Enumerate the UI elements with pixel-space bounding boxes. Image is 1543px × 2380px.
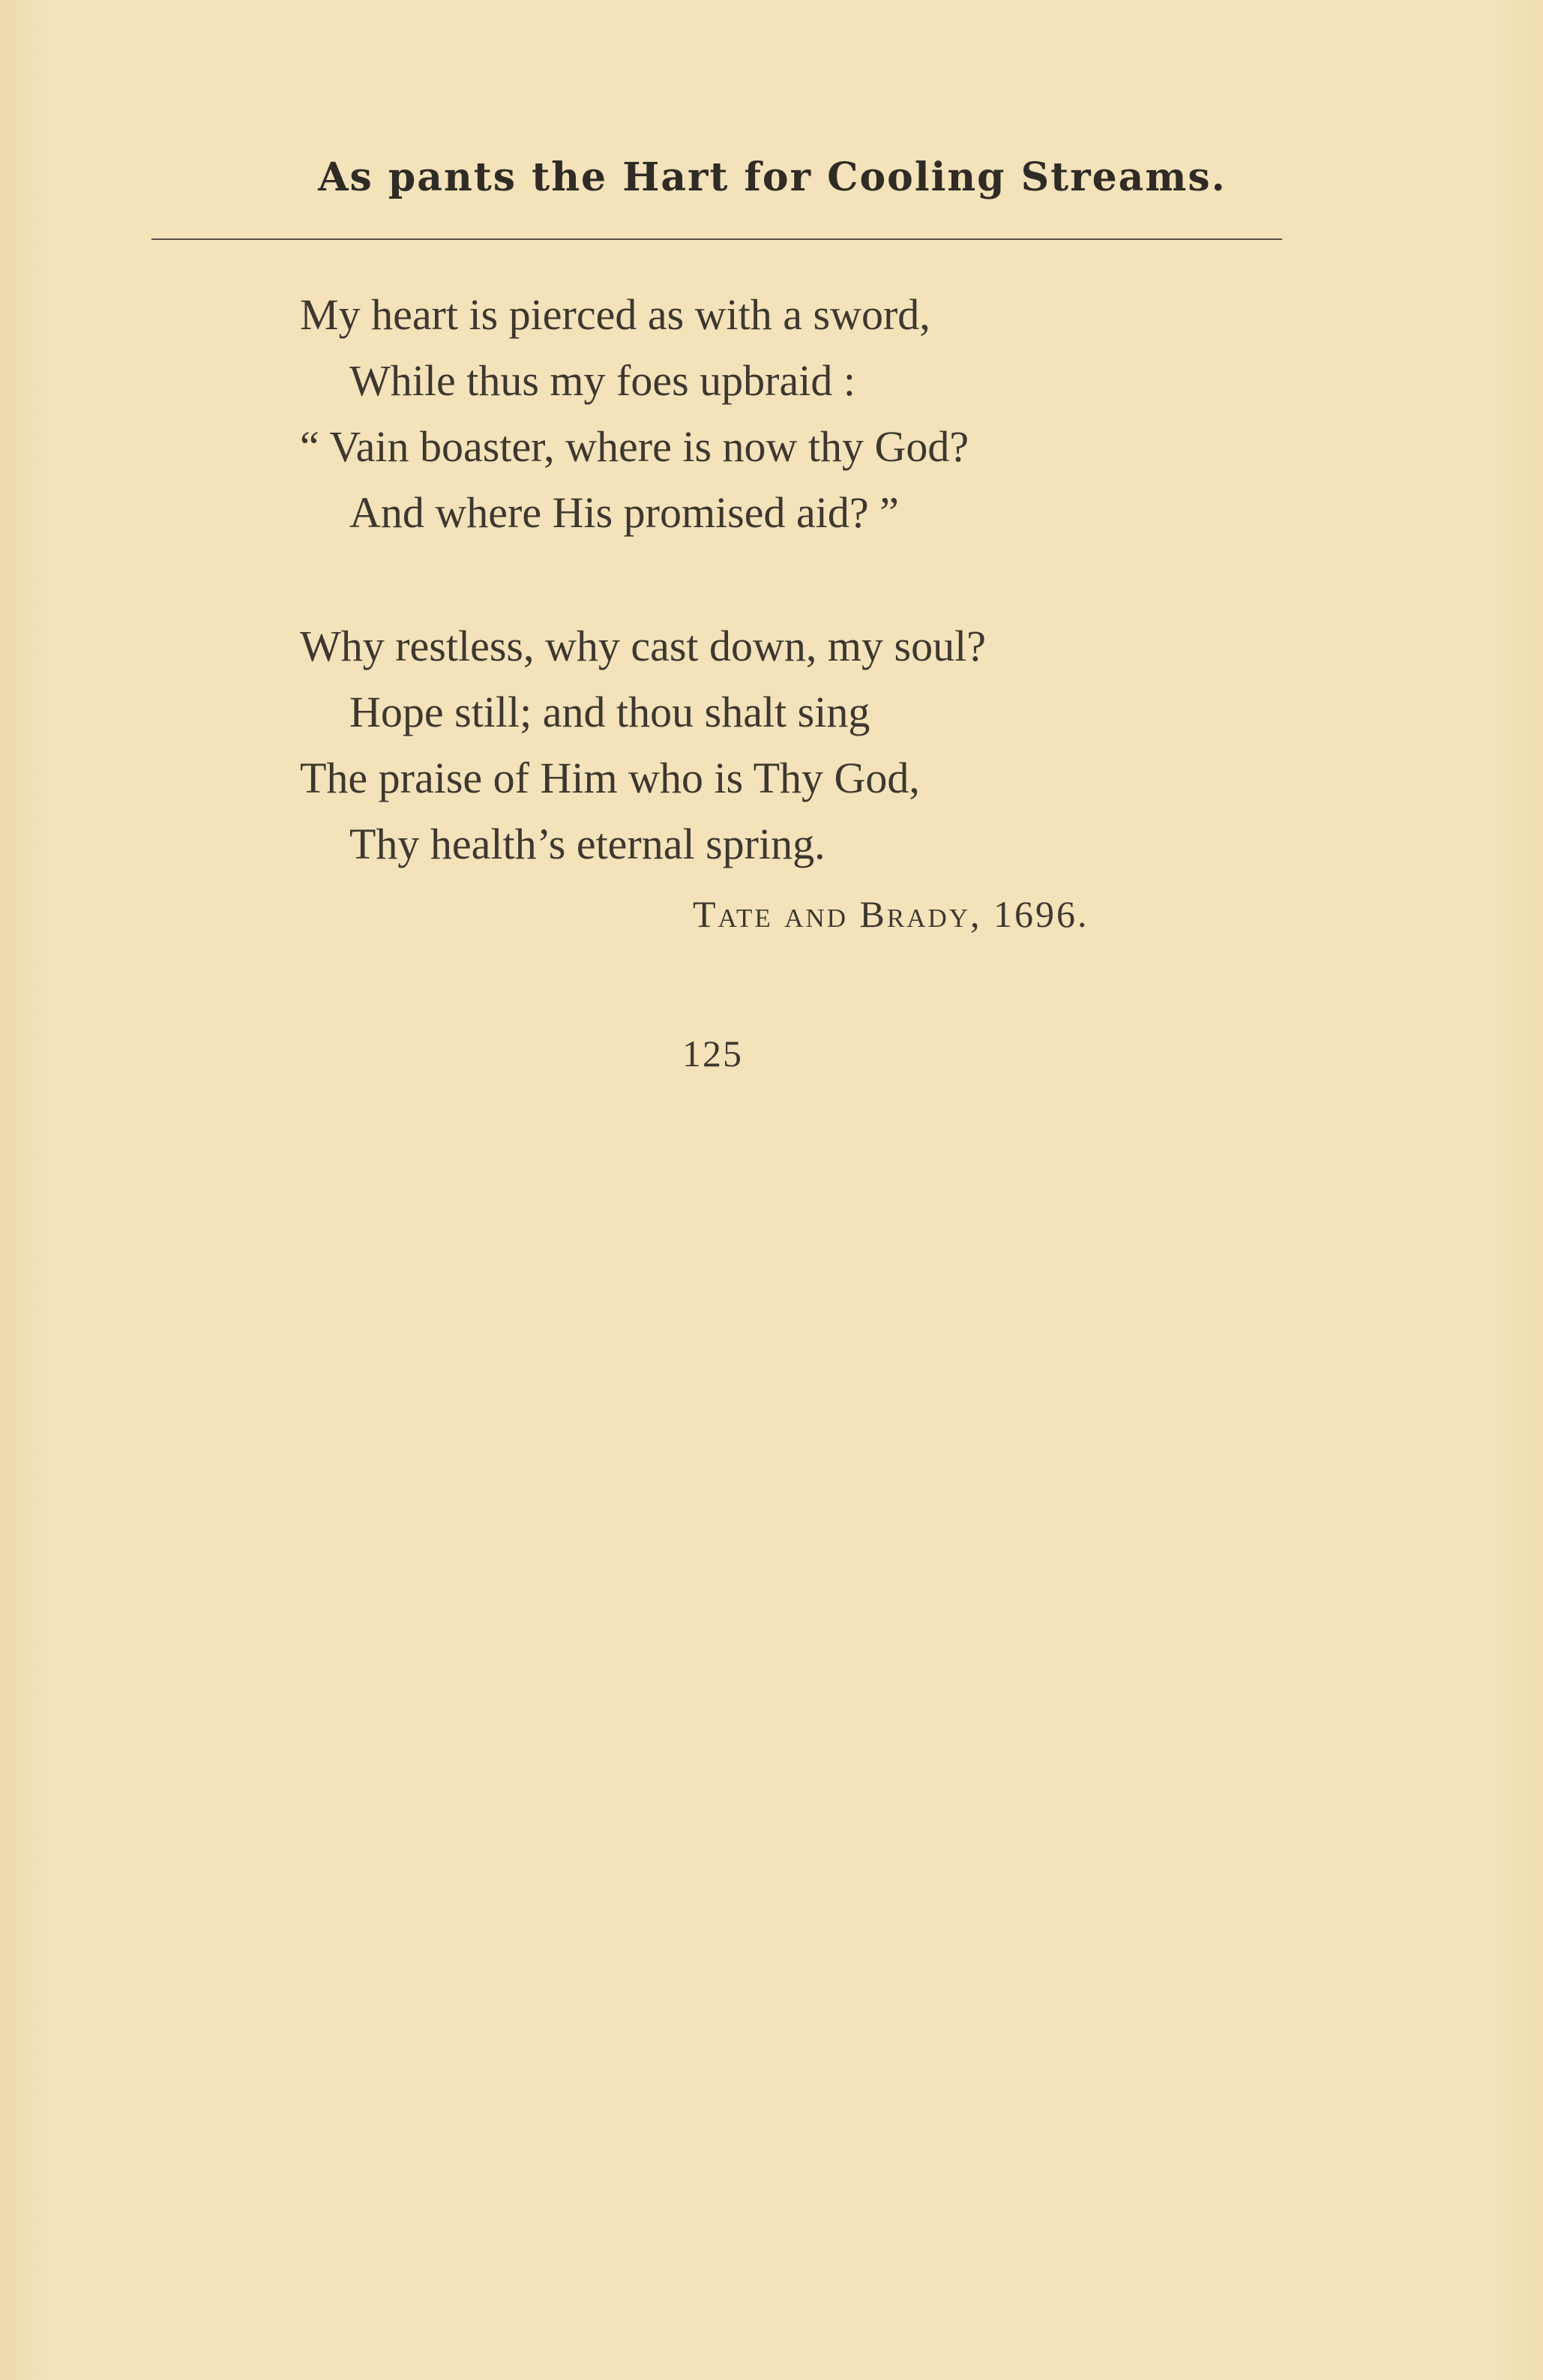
verse-line: Hope still; and thou shalt sing: [349, 688, 870, 736]
stanza-1: [300, 282, 969, 546]
verse-line: My heart is pierced as with a sword,: [300, 290, 930, 339]
stanza-2: [300, 613, 986, 877]
verse-line: While thus my foes upbraid :: [349, 356, 855, 405]
attribution: Tate and Brady, 1696.: [693, 893, 1089, 935]
verse-line: “ Vain boaster, where is now thy God?: [300, 422, 969, 471]
verse-line: And where His promised aid? ”: [349, 488, 899, 537]
running-head: As pants the Hart for Cooling Streams.: [318, 154, 1227, 200]
verse-line: The praise of Him who is Thy God,: [300, 754, 920, 802]
header-rule: [151, 238, 1282, 240]
verse-line: Why restless, why cast down, my soul?: [300, 622, 986, 670]
verse-line: Thy health’s eternal spring.: [349, 820, 825, 868]
page-number: 125: [682, 1033, 743, 1075]
